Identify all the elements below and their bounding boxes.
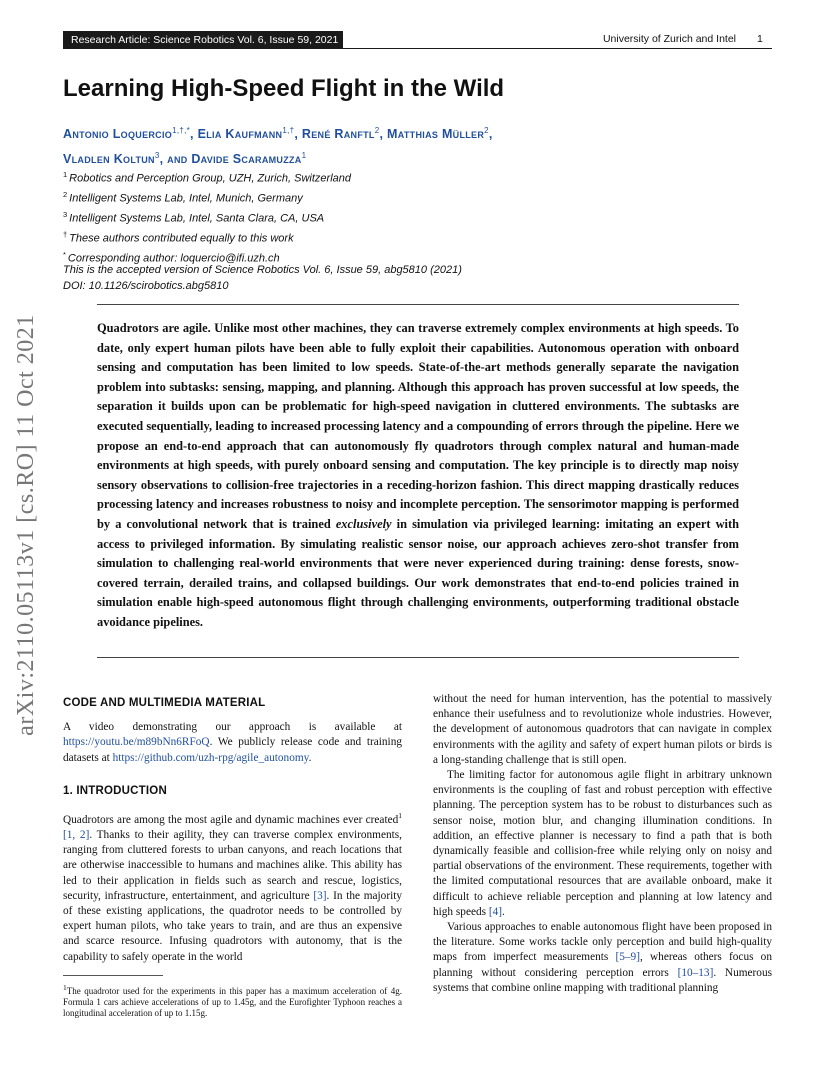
author-name: Antonio Loquercio <box>63 127 173 142</box>
intro-paragraph: Quadrotors are among the most agile and dynamic machines ever created$^1$ [1, 2]. Thanks to their agility, they can traverse complex environments, ranging from cluttered forests to urban canyons, and reach locations that are otherwise inaccessible to humans and machines alike. This ability has led to their application in fields such as search and rescue, logistics, security, infrastructure, entertainment, and agriculture [3]. In the majority of these existing applications, the quadrotor needs to be controlled by expert human pilots, who take years to train, and are thus an expensive and scarce resource. Infusing quadrotors with autonomy, that is the capability to safely operate in the world <box>63 811 403 963</box>
author-name: Vladlen Koltun <box>63 152 155 167</box>
author-marks: 1,† <box>282 126 295 135</box>
author-marks: 3 <box>154 151 160 161</box>
page-number: 1 <box>757 33 763 45</box>
affiliation-list <box>63 167 563 267</box>
author-marks: 1 <box>301 151 307 161</box>
footnote: $^1$The quadrotor used for the experiments in this paper has a maximum acceleration of 4g. Formula 1 cars achieve accelerations of up to 1.45g, and the Eurofighter Typhoon reaches a longitudinal acceleration of up to 1.15g. <box>63 982 402 1018</box>
footnote-marker[interactable]: 1 <box>398 811 402 821</box>
author-marks: 2 <box>374 126 380 135</box>
header-rule <box>343 48 772 49</box>
author-list: Antonio Loquercio$^{1,\dagger,*}$, Elia Kaufmann$^{1,\dagger}$, René Ranftl$^2$, Matthias Müller$^2$, Vladlen Koltun$^3$, and Davide Scaramuzza$^1$ <box>63 126 493 167</box>
body-paragraph: The limiting factor for autonomous agile flight in arbitrary unknown environments is the coupling of fast and robust perception with effective planning. The perception system has to be robust to disturbances such as sensor noise, motion blur, and changing illumination conditions. In addition, an effective planner is necessary to find a path that is both dynamically feasible and collision-free while relying only on noisy and partial observations of the environment. These requirements, together with the limited computational resources that are available onboard, make it difficult to achieve reliable perception and planning at low latency and high speeds [4]. <box>433 769 772 918</box>
citation-link[interactable]: [4] <box>488 905 503 918</box>
doi: DOI: 10.1126/scirobotics.abg5810 <box>63 280 229 292</box>
abstract-top-rule <box>97 304 739 305</box>
author-name: Matthias Müller <box>387 127 485 142</box>
author-name: René Ranftl <box>301 127 375 142</box>
author-name: Elia Kaufmann <box>197 127 283 142</box>
video-link[interactable]: https://youtu.be/m89bNn6RFoQ <box>63 736 210 749</box>
header-institution: University of Zurich and Intel <box>602 33 736 45</box>
journal-header: Research Article: Science Robotics Vol. 6, Issue 59, 2021 <box>63 31 343 49</box>
section-heading-code: CODE AND MULTIMEDIA MATERIAL <box>63 697 266 709</box>
citation-link[interactable]: [10–13] <box>677 966 714 979</box>
arxiv-sidebar-stamp: arXiv:2110.05113v1 [cs.RO] 11 Oct 2021 <box>13 314 39 736</box>
section-heading-introduction: 1. INTRODUCTION <box>63 784 167 797</box>
github-link[interactable]: https://github.com/uzh-rpg/agile_autonomy <box>112 751 309 764</box>
abstract: Quadrotors are agile. Unlike most other machines, they can traverse extremely complex environments at high speeds. To date, only expert human pilots have been able to fully exploit their capabilities. Autonomous operation with onboard sensing and computation has been limited to low speeds. State-of-the-art methods generally separate the navigation problem into subtasks: sensing, mapping, and planning. Although this approach has proven successful at low speeds, the separation it builds upon can be problematic for high-speed navigation in cluttered environments. The subtasks are executed sequentially, leading to increased processing latency and a compounding of errors through the pipeline. Here we propose an end-to-end approach that can autonomously fly quadrotors through complex natural and human-made environments at high speeds, with purely onboard sensing and computation. The key principle is to directly map noisy sensory observations to collision-free trajectories in a receding-horizon fashion. This direct mapping drastically reduces processing latency and increases robustness to noisy and incomplete perception. The sensorimotor mapping is performed by a convolutional network that is trained exclusively in simulation via privileged learning: imitating an expert with access to privileged information. By simulating realistic sensor noise, our approach achieves zero-shot transfer from simulation to challenging real-world environments that were never experienced during training: dense forests, snow-covered terrain, derailed trains, and collapsed buildings. Our work demonstrates that end-to-end policies trained in simulation enable high-speed autonomous flight through challenging environments, outperforming traditional obstacle avoidance pipelines. <box>97 321 739 629</box>
paper-title: Learning High-Speed Flight in the Wild <box>63 75 505 102</box>
affiliation: $^1$ Robotics and Perception Group, UZH, Zurich, Switzerland <box>63 170 352 185</box>
footnote-rule <box>63 975 163 976</box>
left-column <box>63 692 402 1019</box>
affiliation: * Corresponding author: loquercio@ifi.uzh.ch <box>63 249 280 265</box>
citation-link[interactable]: [3] <box>313 889 327 902</box>
code-paragraph: A video demonstrating our approach is available at https://youtu.be/m89bNn6RFoQ. We publicly release code and training datasets at https://github.com/uzh-rpg/agile_autonomy. <box>63 721 402 764</box>
author-marks: 1,†,* <box>172 126 191 135</box>
affiliation: † These authors contributed equally to this work <box>63 229 294 245</box>
abstract-emphasis: exclusively <box>335 516 392 531</box>
accepted-version-note: This is the accepted version of Science Robotics Vol. 6, Issue 59, abg5810 (2021) <box>63 264 462 276</box>
author-marks: 2 <box>484 126 489 135</box>
right-column <box>433 692 772 996</box>
citation-link[interactable]: [1, 2] <box>63 828 90 841</box>
citation-link[interactable]: [5–9] <box>615 951 640 964</box>
affiliation: $^2$ Intelligent Systems Lab, Intel, Munich, Germany <box>63 189 303 205</box>
publication-note <box>63 262 663 294</box>
abstract-bottom-rule <box>97 657 739 658</box>
author-name: Davide Scaramuzza <box>191 152 302 167</box>
body-paragraph: Various approaches to enable autonomous flight have been proposed in the literature. Some works tackle only perception and build high-quality maps from imperfect measurements [5–9], whereas others focus on planning without considering perception errors [10–13]. Numerous systems that combine online mapping with traditional planning <box>433 921 772 994</box>
body-paragraph: without the need for human intervention, has the potential to massively enhance their usefulness and to revolutionize whole industries. However, the development of autonomous quadrotors that can navigate in complex environments with the agility and safety of expert human pilots or birds is a long-standing challenge that is still open. <box>433 693 772 766</box>
affiliation: $^3$ Intelligent Systems Lab, Intel, Santa Clara, CA, USA <box>63 209 325 225</box>
